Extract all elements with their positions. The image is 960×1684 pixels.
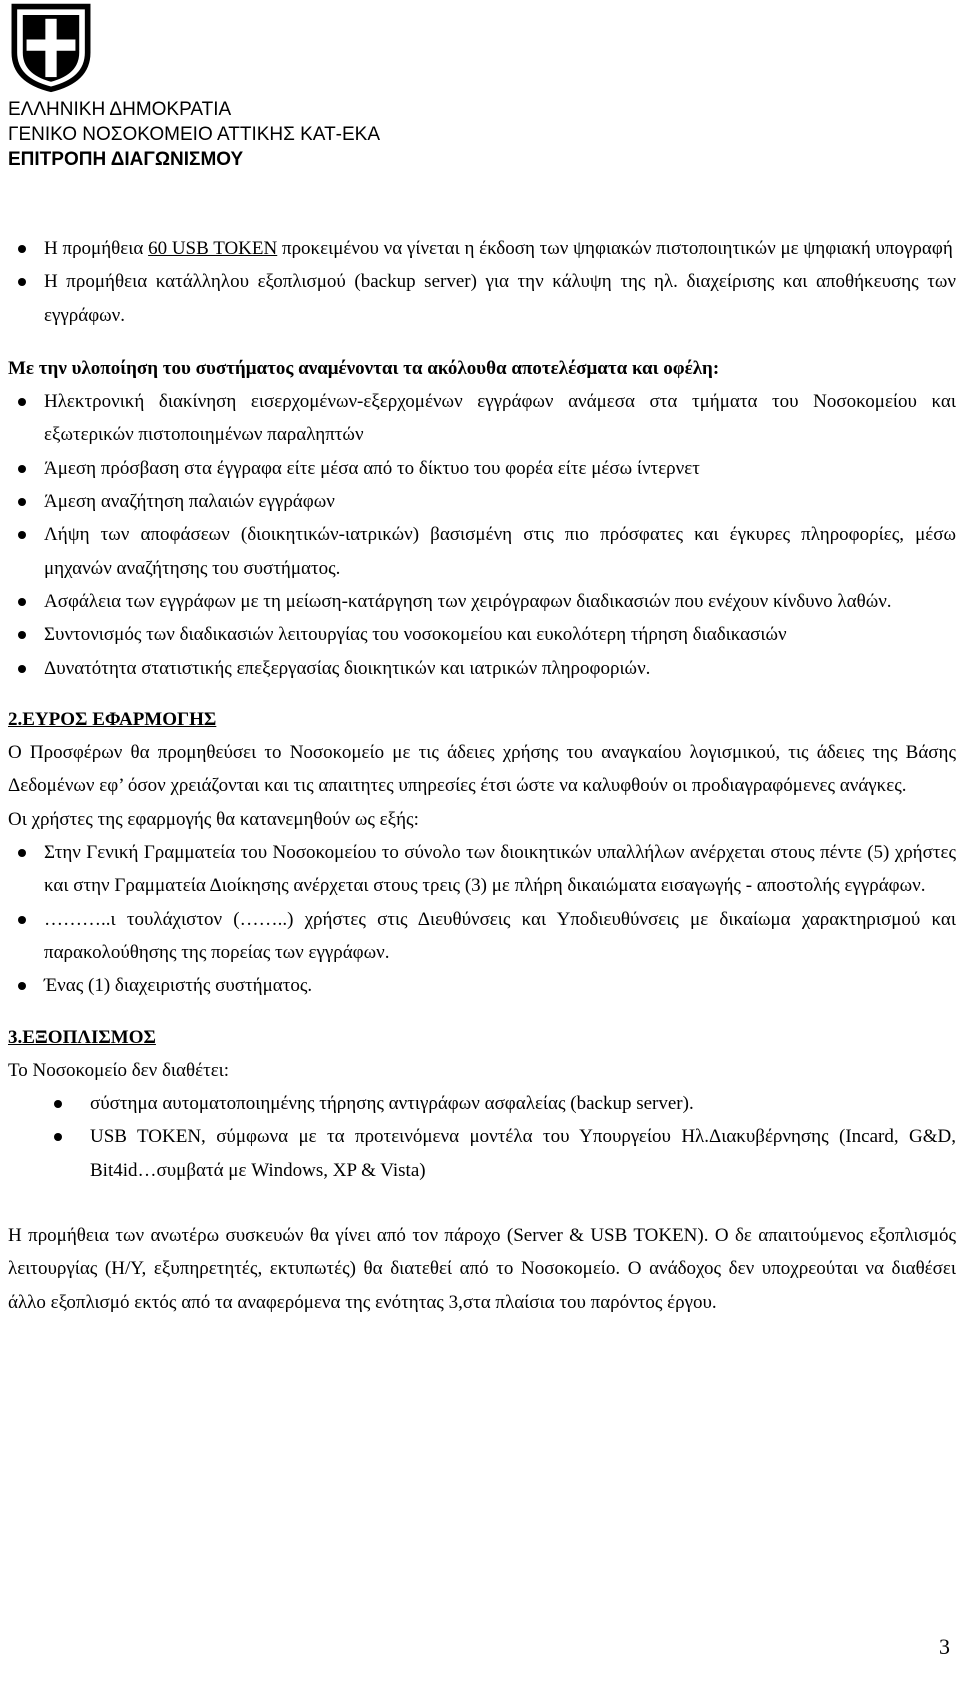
text-fragment: προκειμένου να γίνεται η έκδοση των ψηφιακών πιστοποιητικών με ψηφιακή υπογραφή <box>277 238 953 259</box>
results-title: Με την υλοποίηση του συστήματος αναμένονται τα ακόλουθα αποτελέσματα και οφέλη: <box>8 357 720 379</box>
list-item: σύστημα αυτοματοποιημένης τήρησης αντιγράφων ασφαλείας (backup server). <box>8 1087 956 1120</box>
list-item: ………..ι τουλάχιστον (……..) χρήστες στις Διευθύνσεις και Υποδιευθύνσεις με δικαίωμα χαρακτηρισμού και παρακολούθησης της πορείας των εγγράφων. <box>8 903 956 970</box>
list-item: USB TOKEN, σύμφωνα με τα προτεινόμενα μοντέλα του Υπουργείου Ηλ.Διακυβέρνησης (Incard, G&D, Bit4id…συμβατά με Windows, XP & Vista) <box>8 1120 956 1187</box>
list-item: Η προμήθεια κατάλληλου εξοπλισμού (backup server) για την κάλυψη της ηλ. διαχείρισης και αποθήκευσης των εγγράφων. <box>8 265 956 332</box>
list-item: Άμεση πρόσβαση στα έγγραφα είτε μέσα από το δίκτυο του φορέα είτε μέσω ίντερνετ <box>8 452 956 485</box>
closing-paragraph: Η προμήθεια των ανωτέρω συσκευών θα γίνει από τον πάροχο (Server & USB TOKEN). Ο δε απαιτούμενος εξοπλισμός λειτουργίας (Η/Υ, εξυπηρετητές, εκτυπωτές) θα διατεθεί από το Νοσοκομείο. Ο ανάδοχος δεν υποχρεούται να διαθέσει άλλο εξοπλισμό εκτός από τα αναφερόμενα της ενότητας 3,στα πλαίσια του παρόντος έργου. <box>8 1225 956 1313</box>
intro-bullet-list <box>8 232 956 332</box>
list-item <box>8 232 956 265</box>
section-2-heading: 2.ΕΥΡΟΣ ΕΦΑΡΜΟΓΗΣ <box>8 708 217 730</box>
section-2-paragraph: Ο Προσφέρων θα προμηθεύσει το Νοσοκομείο με τις άδειες χρήσης του αναγκαίου λογισμικού, τις άδειες της Βάσης Δεδομένων εφ’ όσον χρειάζονται και τις απαιτητες υπηρεσίες έτσι ώστε να καλυφθούν οι προδιαγραφόμενες ανάγκες. <box>8 742 956 797</box>
document-body <box>8 232 956 1319</box>
greek-coat-of-arms-icon <box>4 0 98 94</box>
users-list <box>8 836 956 1002</box>
list-item: Ηλεκτρονική διακίνηση εισερχομένων-εξερχομένων εγγράφων ανάμεσα στα τμήματα του Νοσοκομείου και εξωτερικών πιστοποιημένων παραληπτών <box>8 385 956 452</box>
list-item: Ασφάλεια των εγγράφων με τη μείωση-κατάργηση των χειρόγραφων διαδικασιών που ενέχουν κίνδυνο λαθών. <box>8 585 956 618</box>
list-item: Άμεση αναζήτηση παλαιών εγγράφων <box>8 485 956 518</box>
usb-token-quantity: 60 USB TOKEN <box>148 238 278 259</box>
list-item: Συντονισμός των διαδικασιών λειτουργίας του νοσοκομείου και ευκολότερη τήρηση διαδικασιών <box>8 618 956 651</box>
country-name: ΕΛΛΗΝΙΚΗ ΔΗΜΟΚΡΑΤΙΑ <box>8 99 232 120</box>
committee-name: ΕΠΙΤΡΟΠΗ ΔΙΑΓΩΝΙΣΜΟΥ <box>8 149 244 170</box>
text-fragment: Η προμήθεια <box>44 238 149 259</box>
letterhead <box>8 97 380 172</box>
section-3-heading: 3.ΕΞΟΠΛΙΣΜΟΣ <box>8 1026 156 1048</box>
list-item: Στην Γενική Γραμματεία του Νοσοκομείου το σύνολο των διοικητικών υπαλλήλων ανέρχεται στους πέντε (5) χρήστες και στην Γραμματεία Διοίκησης ανέρχεται στους τρεις (3) με πλήρη δικαιώματα εισαγωγής - αποστολής εγγράφων. <box>8 836 956 903</box>
list-item: Λήψη των αποφάσεων (διοικητικών-ιατρικών) βασισμένη στις πιο πρόσφατες και έγκυρες πληροφορίες, μέσω μηχανών αναζήτησης του συστήματος. <box>8 518 956 585</box>
hospital-name: ΓΕΝΙΚΟ ΝΟΣΟΚΟΜΕΙΟ ΑΤΤΙΚΗΣ ΚΑΤ-ΕΚΑ <box>8 124 381 145</box>
list-item: Ένας (1) διαχειριστής συστήματος. <box>8 969 956 1002</box>
results-list <box>8 385 956 685</box>
users-intro: Οι χρήστες της εφαρμογής θα κατανεμηθούν ως εξής: <box>8 808 419 830</box>
page-number: 3 <box>939 1634 950 1659</box>
list-item: Δυνατότητα στατιστικής επεξεργασίας διοικητικών και ιατρικών πληροφοριών. <box>8 652 956 685</box>
equipment-list <box>8 1087 956 1187</box>
equipment-intro: Το Νοσοκομείο δεν διαθέτει: <box>8 1059 230 1081</box>
